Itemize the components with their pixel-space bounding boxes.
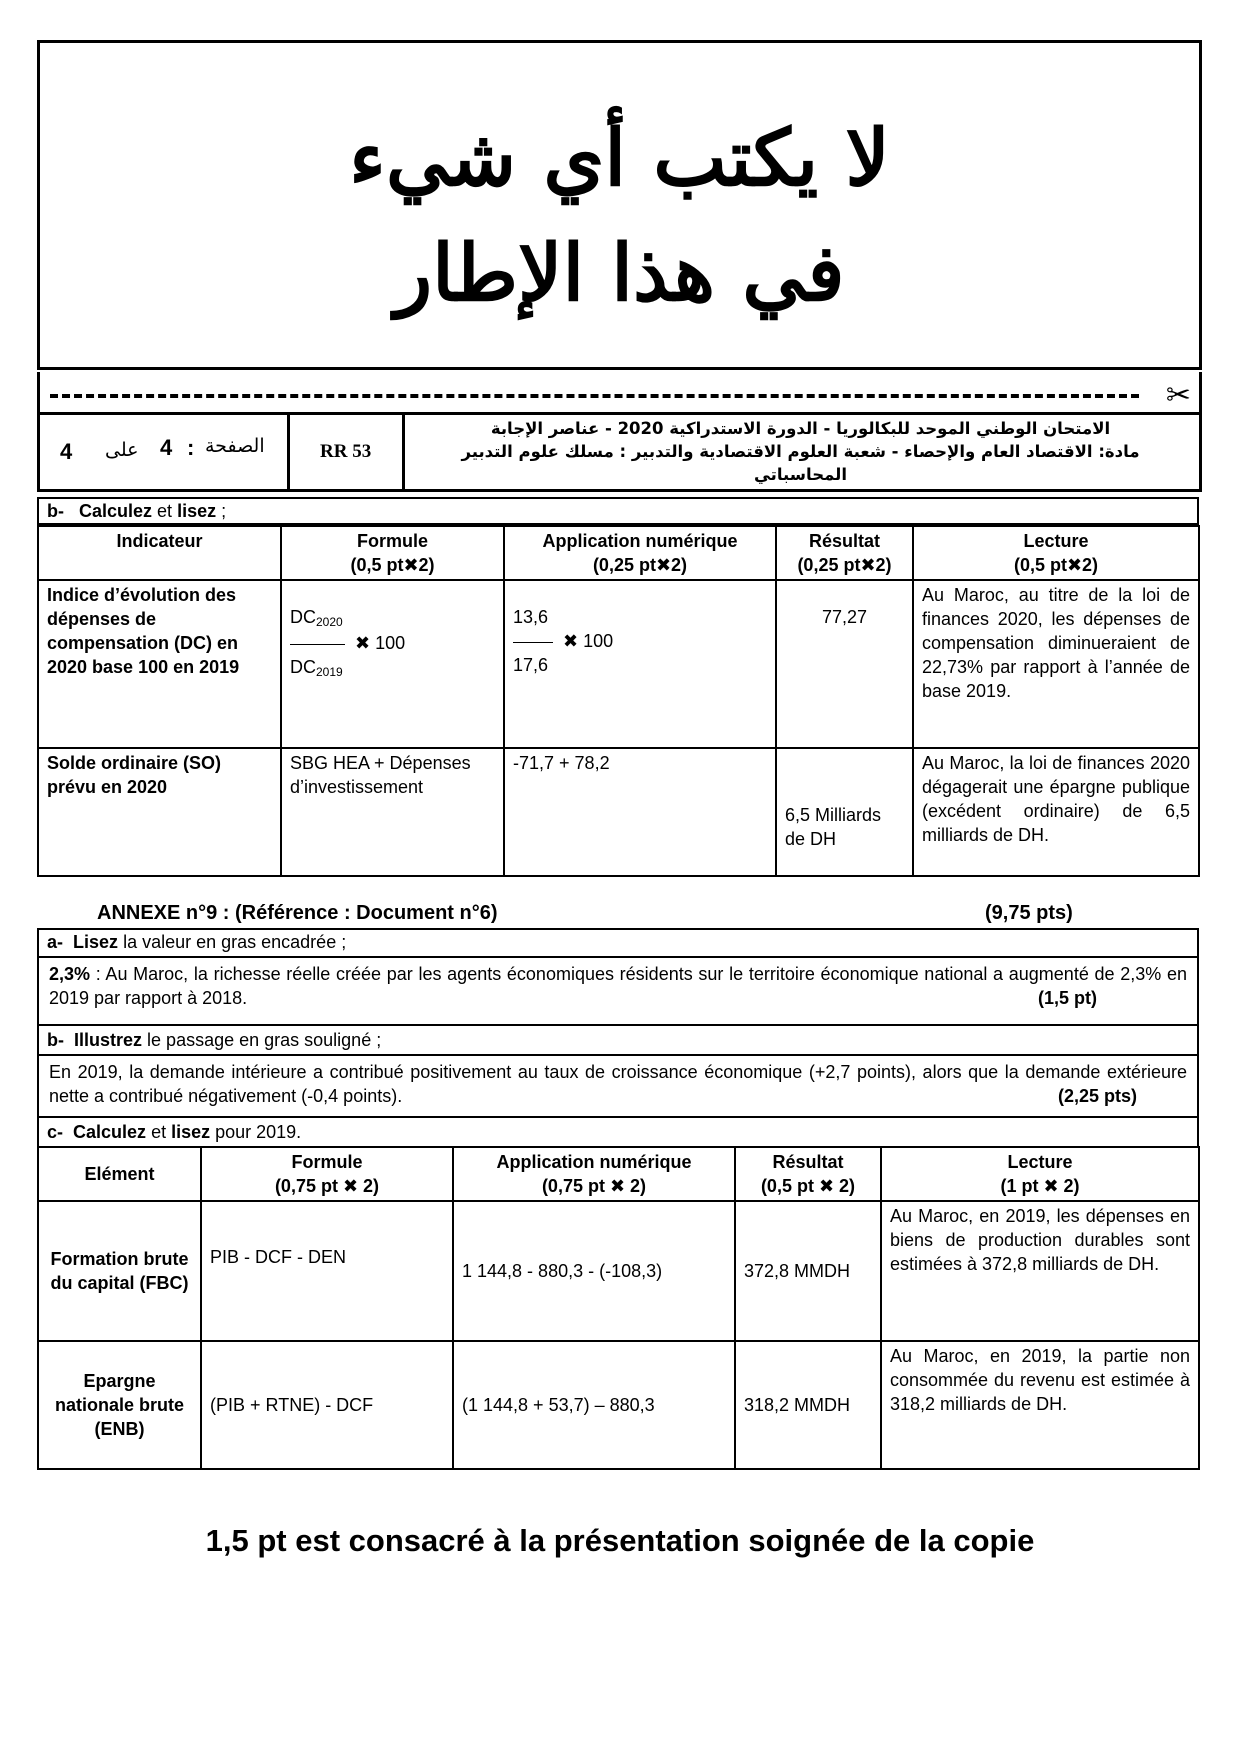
header-cell: Formule (0,5 pt✖2) bbox=[281, 526, 504, 580]
no-write-line-1: لا يكتب أي شيء bbox=[349, 113, 890, 204]
exam-header bbox=[37, 412, 1202, 492]
formula-cell: (PIB + RTNE) - DCF bbox=[201, 1341, 453, 1469]
result-cell: 318,2 MMDH bbox=[735, 1341, 881, 1469]
application-cell: 1 144,8 - 880,3 - (-108,3) bbox=[453, 1201, 735, 1341]
section-b1-title bbox=[37, 497, 1199, 525]
reading-cell: Au Maroc, en 2019, les dépenses en biens de production durables sont estimées à 372,8 milliards de DH. bbox=[881, 1201, 1199, 1341]
footer-note: 1,5 pt est consacré à la présentation soignée de la copie bbox=[205, 1523, 1035, 1558]
result-cell: 372,8 MMDH bbox=[735, 1201, 881, 1341]
header-cell: Application numérique (0,25 pt✖2) bbox=[504, 526, 776, 580]
no-write-line-2: في هذا الإطار bbox=[394, 228, 845, 319]
table-row bbox=[38, 1341, 1199, 1469]
instruction-verb: lisez bbox=[177, 501, 217, 521]
result-cell: 6,5 Milliards de DH bbox=[776, 748, 913, 876]
code-cell bbox=[290, 415, 405, 489]
element-table bbox=[37, 1146, 1200, 1470]
indicator-cell: Solde ordinaire (SO) prévu en 2020 bbox=[38, 748, 281, 876]
formula-cell: $DC_{2020}$ ✖ 100 $DC_{2019}$ bbox=[281, 580, 504, 748]
indicator-table bbox=[37, 525, 1200, 877]
of-label: على bbox=[105, 439, 139, 461]
exam-code: RR 53 bbox=[320, 441, 372, 462]
table-row bbox=[38, 748, 1199, 876]
section-b2-title: b- Illustrez le passage en gras souligné ; bbox=[37, 1024, 1199, 1056]
section-a-title: a- Lisez la valeur en gras encadrée ; bbox=[37, 928, 1199, 958]
element-cell: Formation brute du capital (FBC) bbox=[38, 1201, 201, 1341]
page-total: 4 bbox=[60, 439, 73, 464]
header-cell: Résultat (0,25 pt✖2) bbox=[776, 526, 913, 580]
exam-title bbox=[410, 417, 1191, 486]
application-cell: (1 144,8 + 53,7) – 880,3 bbox=[453, 1341, 735, 1469]
points-label: (1,5 pt) bbox=[1037, 988, 1097, 1008]
page-indicator bbox=[40, 415, 290, 489]
reading-cell: Au Maroc, la loi de finances 2020 dégagerait une épargne publique (excédent ordinaire) de 6,5 milliards de DH. bbox=[913, 748, 1199, 876]
exam-title-line-1: الامتحان الوطني الموحد للبكالوريا - الدورة الاستدراكية 2020 - عناصر الإجابة bbox=[490, 419, 1111, 438]
header-cell: Lecture (1 pt ✖ 2) bbox=[881, 1147, 1199, 1201]
instruction-text: ; bbox=[216, 501, 227, 521]
application-cell: 13,6 ✖ 100 17,6 bbox=[504, 580, 776, 748]
reading-cell: Au Maroc, au titre de la loi de finances 2020, les dépenses de compensation diminueraient de 22,73% par rapport à l’année de base 2019. bbox=[913, 580, 1199, 748]
page-number: 4 bbox=[160, 435, 173, 460]
colon: : bbox=[187, 435, 195, 460]
cut-line bbox=[37, 372, 1202, 414]
instruction-text: et bbox=[152, 501, 178, 521]
section-b2-answer: En 2019, la demande intérieure a contribué positivement au taux de croissance économique (+2,7 points), alors que la demande extérieure nette a contribué négativement (-0,4 points). (2,25 pts) bbox=[37, 1054, 1199, 1118]
exam-title-line-3: المحاسباتي bbox=[753, 465, 848, 484]
annexe-points: (9,75 pts) bbox=[985, 902, 1073, 924]
no-write-frame bbox=[37, 40, 1202, 370]
page-label: الصفحة bbox=[205, 435, 265, 457]
formula-cell: PIB - DCF - DEN bbox=[201, 1201, 453, 1341]
header-cell: Résultat (0,5 pt ✖ 2) bbox=[735, 1147, 881, 1201]
dashed-line bbox=[50, 394, 1139, 398]
table-header-row bbox=[38, 526, 1199, 580]
section-c-title: c- Calculez et lisez pour 2019. bbox=[37, 1116, 1199, 1148]
application-cell: -71,7 + 78,2 bbox=[504, 748, 776, 876]
header-cell: Indicateur bbox=[38, 526, 281, 580]
table-row bbox=[38, 1201, 1199, 1341]
result-cell: 77,27 bbox=[776, 580, 913, 748]
section-a-answer: 2,3% : Au Maroc, la richesse réelle créée par les agents économiques résidents sur le territoire économique national a augmenté de 2,3% en 2019 par rapport à 2018. (1,5 pt) bbox=[37, 956, 1199, 1026]
points-label: (2,25 pts) bbox=[1057, 1086, 1137, 1106]
header-cell: Application numérique (0,75 pt ✖ 2) bbox=[453, 1147, 735, 1201]
element-cell: Epargne nationale brute (ENB) bbox=[38, 1341, 201, 1469]
indicator-cell: Indice d’évolution des dépenses de compensation (DC) en 2020 base 100 en 2019 bbox=[38, 580, 281, 748]
header-cell: Elément bbox=[38, 1147, 201, 1201]
scissors-icon: ✂ bbox=[1165, 379, 1191, 412]
table-row bbox=[38, 580, 1199, 748]
annexe-title: ANNEXE n°9 : (Référence : Document n°6) bbox=[97, 902, 498, 924]
header-cell: Lecture (0,5 pt✖2) bbox=[913, 526, 1199, 580]
section-prefix: b- bbox=[47, 501, 64, 521]
formula-cell: SBG HEA + Dépenses d’investissement bbox=[281, 748, 504, 876]
reading-cell: Au Maroc, en 2019, la partie non consommée du revenu est estimée à 318,2 milliards de DH. bbox=[881, 1341, 1199, 1469]
header-cell: Formule (0,75 pt ✖ 2) bbox=[201, 1147, 453, 1201]
instruction-verb: Calculez bbox=[79, 501, 153, 521]
table-header-row bbox=[38, 1147, 1199, 1201]
exam-title-line-2: مادة: الاقتصاد العام والإحصاء - شعبة العلوم الاقتصادية والتدبير : مسلك علوم التدبير bbox=[461, 442, 1140, 461]
